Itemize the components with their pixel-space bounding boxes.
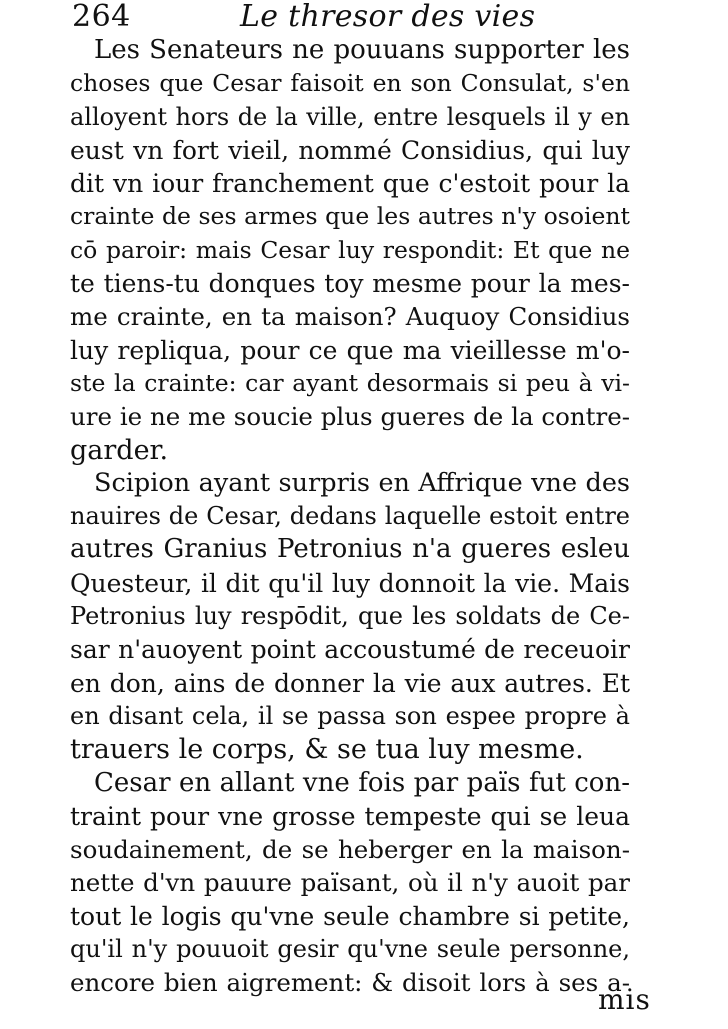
text-line: choses que Cesar faisoit en son Consulat, s'en [70,69,630,98]
text-line: traint pour vne grosse tempeste qui se leua [70,801,630,831]
text-line: Questeur, il dit qu'il luy donnoit la vie. Mais [70,568,630,598]
text-line: qu'il n'y pouuoit gesir qu'vne seule personne, [70,935,630,964]
text-line: Cesar en allant vne fois par païs fut con- [94,767,630,798]
page-number: 264 [72,0,131,34]
text-line: crainte de ses armes que les autres n'y osoient [70,202,630,231]
text-line: en don, ains de donner la vie aux autres. Et [70,668,630,698]
text-line: soudainement, de se heberger en la maison- [70,835,630,865]
text-line: te tiens-tu donques toy mesme pour la mes- [70,269,630,299]
text-line: en disant cela, il se passa son espee propre à [70,701,630,730]
text-line: luy repliqua, pour ce que ma vieillesse m'o- [70,335,630,365]
paragraph [70,767,630,1000]
page-body [70,34,630,1000]
running-title: Le thresor des vies [240,0,536,34]
text-line: trauers le corps, & se tua luy mesme. [70,734,584,766]
paragraph [70,467,630,767]
text-line: alloyent hors de la ville, entre lesquels il y en [70,102,630,131]
text-line: autres Granius Petronius n'a gueres esleu [70,534,630,565]
catchword: mis [598,983,651,1016]
text-line: nette d'vn pauure païsant, où il n'y auoit par [70,868,630,898]
text-line: Les Senateurs ne pouuans supporter les [94,35,630,65]
text-line: nauires de Cesar, dedans laquelle estoit entre [70,502,630,531]
paragraph [70,34,630,467]
text-line: ste la crainte: car ayant desormais si peu à vi- [70,368,630,397]
text-line: dit vn iour franchement que c'estoit pour la [70,169,630,199]
text-line: me crainte, en ta maison? Auquoy Considius [70,302,630,332]
text-line: Petronius luy respōdit, que les soldats de Ce- [70,602,630,631]
text-line: Scipion ayant surpris en Affrique vne des [94,467,630,498]
text-line: eust vn fort vieil, nommé Considius, qui luy [70,135,630,165]
text-line: sar n'auoyent point accoustumé de receuoir [70,635,630,665]
text-line: encore bien aigrement: & disoit lors à ses a- [70,968,630,998]
text-line: garder. [70,434,169,466]
text-line: ure ie ne me soucie plus gueres de la contre- [70,402,630,432]
text-line: tout le logis qu'vne seule chambre si petite, [70,901,630,931]
text-line: cō paroir: mais Cesar luy respondit: Et que ne [70,235,630,264]
